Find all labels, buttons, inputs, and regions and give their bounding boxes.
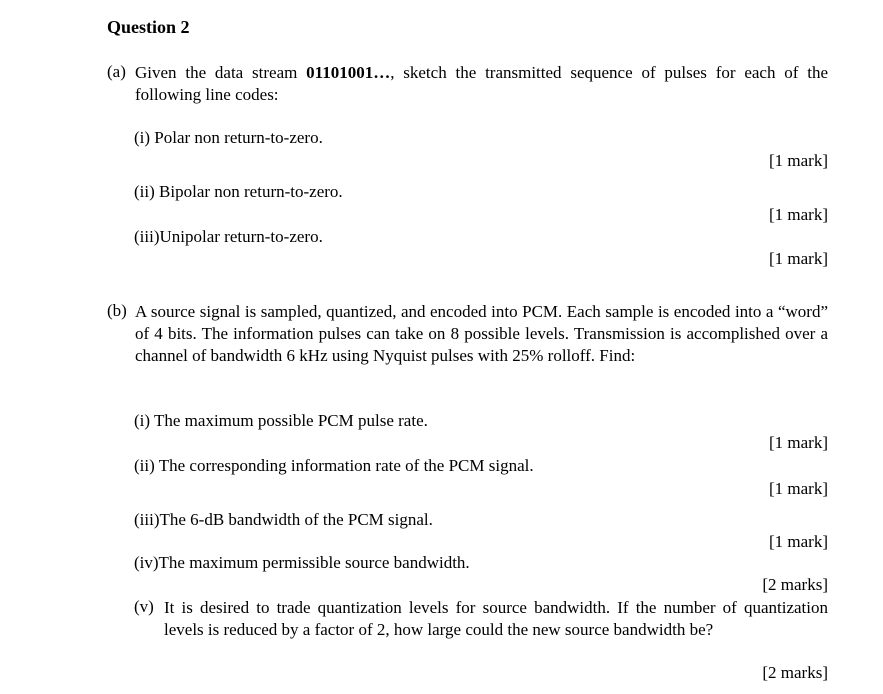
part-b-item-i-mark: [1 mark]	[768, 433, 828, 452]
part-b-item-iv: (iv)The maximum permissible source bandwidth.	[134, 553, 470, 572]
part-b-item-v-mark: [2 marks]	[762, 663, 828, 682]
part-b-label: (b)	[107, 301, 127, 320]
part-b-item-ii: (ii) The corresponding information rate of the PCM signal.	[134, 456, 534, 475]
part-a-item-ii: (ii) Bipolar non return-to-zero.	[134, 182, 343, 201]
part-b-item-v-text: It is desired to trade quantization levels for source bandwidth. If the number of quantization levels is reduced by a factor of 2, how large could the new source bandwidth be?	[164, 598, 828, 639]
part-b-item-ii-mark: [1 mark]	[768, 479, 828, 498]
question-title: Question 2	[107, 17, 190, 37]
part-a-item-ii-mark: [1 mark]	[768, 205, 828, 224]
part-b-item-iii-mark: [1 mark]	[768, 532, 828, 551]
part-b-item-i: (i) The maximum possible PCM pulse rate.	[134, 411, 428, 430]
part-a-item-i-mark: [1 mark]	[768, 151, 828, 170]
data-stream: 01101001…	[306, 63, 391, 82]
part-b-item-iii: (iii)The 6-dB bandwidth of the PCM signal.	[134, 510, 433, 529]
part-b-item-v-label: (v)	[134, 597, 154, 616]
part-a-item-iii-mark: [1 mark]	[768, 249, 828, 268]
part-b-item-iv-mark: [2 marks]	[762, 575, 828, 594]
part-a-item-i: (i) Polar non return-to-zero.	[134, 128, 323, 147]
part-a-label: (a)	[107, 62, 126, 81]
part-a-text: Given the data stream 01101001…, sketch the transmitted sequence of pulses for each of the following line codes:	[135, 63, 828, 104]
part-a-item-iii: (iii)Unipolar return-to-zero.	[134, 227, 323, 246]
part-b-text: A source signal is sampled, quantized, and encoded into PCM. Each sample is encoded into a “word” of 4 bits. The information pulses can take on 8 possible levels. Transmission is accomplished over a channel of bandwidth 6 kHz using Nyquist pulses with 25% rolloff. Find:	[135, 302, 828, 365]
